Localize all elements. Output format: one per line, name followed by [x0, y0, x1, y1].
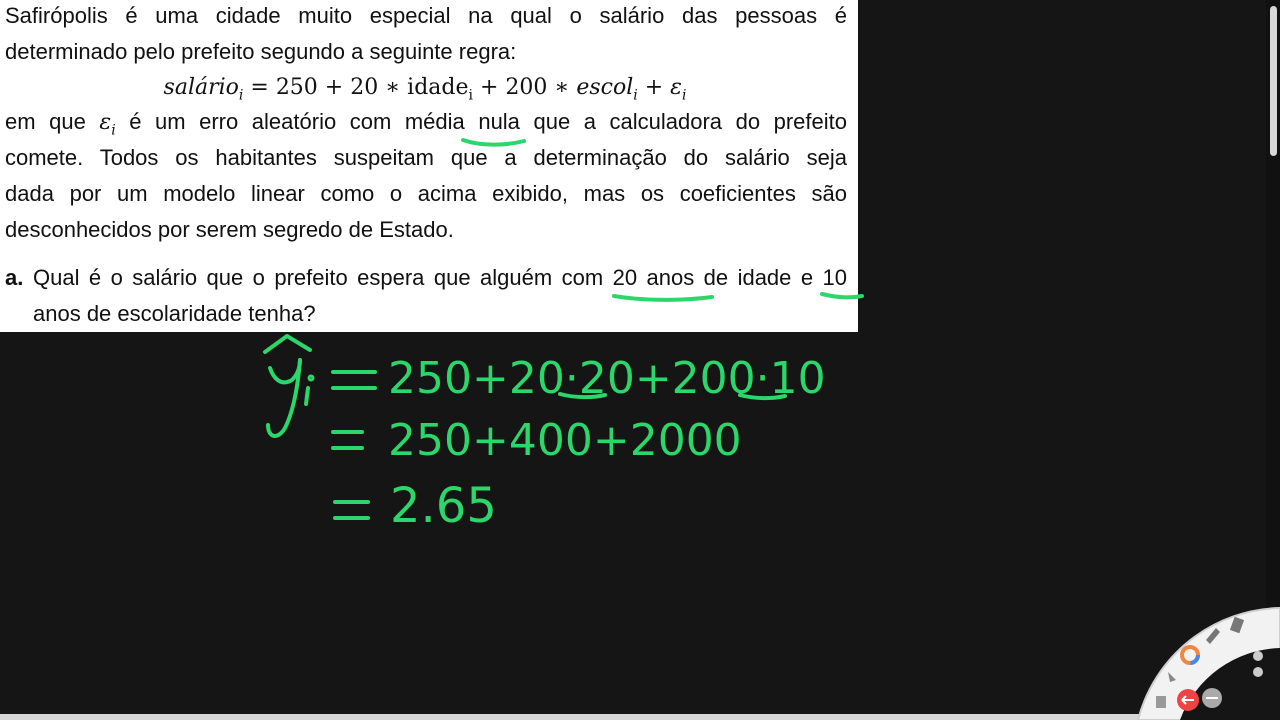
intro-paragraph: [5, 0, 847, 70]
hand-line-2: 250+400+2000: [388, 415, 742, 466]
text-span: em que: [5, 109, 100, 134]
undo-icon[interactable]: [1177, 689, 1199, 711]
formula-term: 250 + 20 ∗ idade: [275, 75, 469, 100]
dot-icon: [1253, 651, 1263, 661]
bottom-scrollbar[interactable]: [0, 714, 1280, 720]
hand-underline-20: [560, 394, 605, 397]
formula-term: + 200 ∗: [472, 75, 577, 100]
y-stroke-1: [270, 360, 300, 382]
question-text: Qual é o salário que o prefeito espera que alguém com 20 anos de idade e 10: [33, 265, 847, 290]
text-line: Safirópolis é uma cidade muito especial na qual o salário das pessoas é: [5, 3, 847, 28]
question-label: a.: [5, 265, 24, 290]
hand-underline-10: [740, 395, 785, 398]
question-a: [5, 260, 847, 332]
minus-icon[interactable]: [1202, 688, 1222, 708]
formula-sub: i: [238, 87, 244, 104]
text-line: [5, 260, 847, 296]
y-stroke-2: [268, 360, 300, 436]
trash-icon[interactable]: [1156, 696, 1166, 708]
formula-equals: =: [250, 75, 269, 100]
formula-term: +: [637, 75, 671, 100]
text-line: comete. Todos os habitantes suspeitam que a determinação do salário seja: [5, 145, 847, 170]
text-line: determinado pelo prefeito segundo a seguinte regra:: [5, 39, 517, 64]
text-span: é um erro aleatório com média nula que a calculadora do prefeito: [115, 109, 847, 134]
formula-var: escol: [576, 75, 634, 100]
hat-stroke: [265, 336, 310, 352]
epsilon-sub: i: [111, 122, 116, 139]
epsilon-symbol: ε: [99, 110, 112, 135]
text-line: [5, 104, 847, 140]
hand-line-1: 250+20·20+200·10: [388, 353, 826, 404]
formula-sub: i: [681, 87, 687, 104]
dot-icon: [1253, 667, 1263, 677]
tool-wheel[interactable]: [1128, 600, 1280, 720]
document-page: [0, 0, 858, 332]
formula-sub: i: [633, 87, 638, 104]
formula-var: ε: [670, 75, 682, 100]
scroll-thumb[interactable]: [1270, 6, 1277, 156]
text-line: anos de escolaridade tenha?: [33, 301, 316, 326]
text-line: dada por um modelo linear como o acima exibido, mas os coeficientes são: [5, 181, 847, 206]
hand-line-3: 2.65: [390, 478, 497, 534]
text-line: desconhecidos por serem segredo de Estado.: [5, 217, 454, 242]
formula-lhs: salário: [163, 75, 239, 100]
i-dot: [310, 377, 313, 380]
explanation-paragraph: [5, 104, 847, 248]
formula-sub: i: [468, 87, 473, 104]
i-subscript: [306, 388, 308, 404]
